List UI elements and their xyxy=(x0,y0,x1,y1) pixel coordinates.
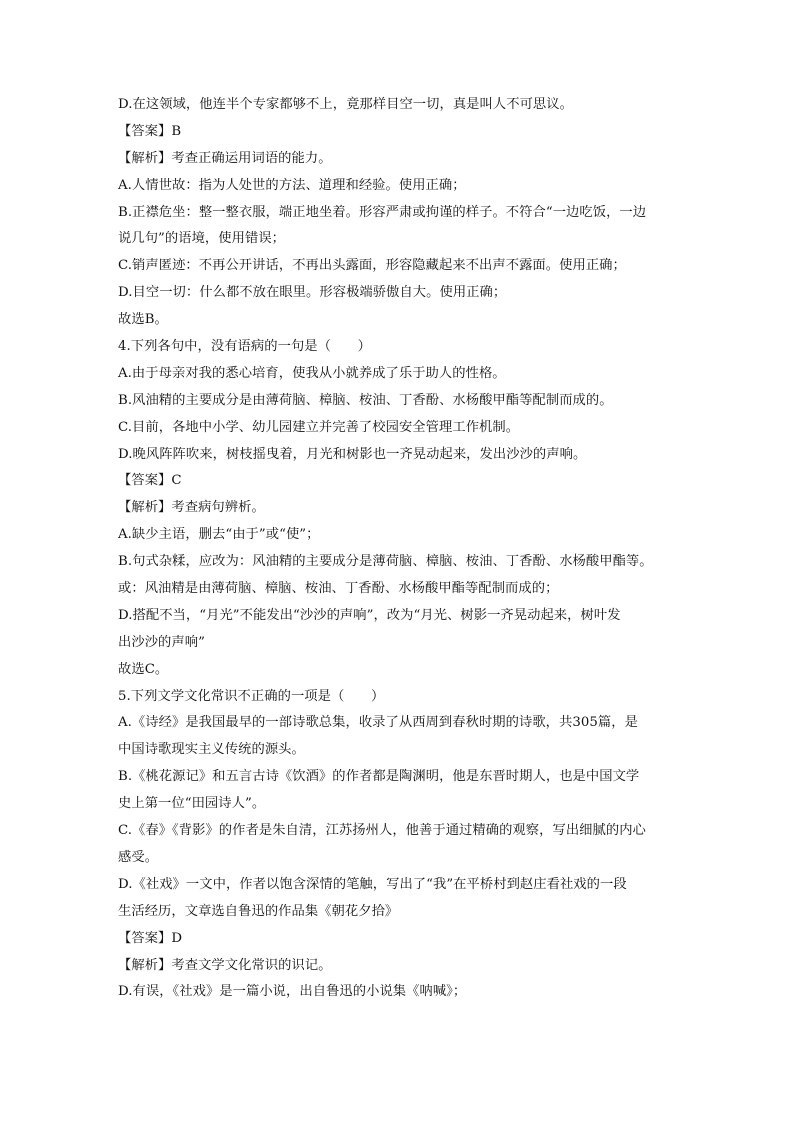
option-line: B.《桃花源记》和五言古诗《饮酒》的作者都是陶渊明，他是东晋时期人，也是中国文学 xyxy=(118,769,640,785)
option-line: C.《春》《背影》的作者是朱自清，江苏扬州人，他善于通过精确的观察，写出细腻的内心 xyxy=(118,823,646,839)
document-page xyxy=(118,92,693,1006)
text-line: 或：风油精是由薄荷脑、樟脑、桉油、丁香酚、水杨酸甲酯等配制而成的； xyxy=(118,581,559,597)
analysis-line: 【解析】考查正确运用词语的能力。 xyxy=(118,150,332,166)
option-line: B.风油精的主要成分是由薄荷脑、樟脑、桉油、丁香酚、水杨酸甲酯等配制而成的。 xyxy=(118,392,613,408)
text-line: D.有误，《社戏》是一篇小说，出自鲁迅的小说集《呐喊》； xyxy=(118,984,467,1000)
option-line: D.晚风阵阵吹来，树枝摇曳着，月光和树影也一齐晃动起来，发出沙沙的声响。 xyxy=(118,446,587,462)
text-line: D.目空一切：什么都不放在眼里。形容极端骄傲自大。使用正确； xyxy=(118,285,507,301)
option-line: 史上第一位“田园诗人”。 xyxy=(118,796,266,812)
text-line: 故选C。 xyxy=(118,661,169,677)
option-line: A.由于母亲对我的悉心培育，使我从小就养成了乐于助人的性格。 xyxy=(118,365,506,381)
option-line: C.目前，各地中小学、幼儿园建立并完善了校园安全管理工作机制。 xyxy=(118,419,520,435)
text-line: A.人情世故：指为人处世的方法、道理和经验。使用正确； xyxy=(118,177,466,193)
option-line: 生活经历，文章选自鲁迅的作品集《朝花夕拾》 xyxy=(118,903,399,919)
question-line: 5.下列文学文化常识不正确的一项是（ ） xyxy=(118,688,385,704)
text-line: A.缺少主语，删去“由于”或“使”； xyxy=(118,527,320,543)
answer-line: 【答案】B xyxy=(118,123,182,139)
analysis-line: 【解析】考查病句辨析。 xyxy=(118,500,265,516)
analysis-line: 【解析】考查文学文化常识的识记。 xyxy=(118,957,332,973)
text-line: B.正襟危坐：整一整衣服，端正地坐着。形容严肃或拘谨的样子。不符合“一边吃饭，一边 xyxy=(118,204,647,220)
text-line: 故选B。 xyxy=(118,312,168,328)
text-line: C.销声匿迹：不再公开讲话，不再出头露面，形容隐藏起来不出声不露面。使用正确； xyxy=(118,258,626,274)
text-line: 说几句”的语境，使用错误； xyxy=(118,231,286,247)
text-line: D.搭配不当，“月光”不能发出“沙沙的声响”，改为“月光、树影一齐晃动起来，树叶发 xyxy=(118,607,621,623)
answer-line: 【答案】C xyxy=(118,473,182,489)
option-line: 中国诗歌现实主义传统的源头。 xyxy=(118,742,305,758)
option-line: D.《社戏》一文中，作者以饱含深情的笔触，写出了“我”在平桥村到赵庄看社戏的一段 xyxy=(118,876,627,892)
option-line: 感受。 xyxy=(118,849,159,865)
text-line: 出沙沙的声响” xyxy=(118,634,205,650)
text-line: B.句式杂糅，应改为：风油精的主要成分是薄荷脑、樟脑、桉油、丁香酚、水杨酸甲酯等。 xyxy=(118,554,653,570)
option-line: A.《诗经》是我国最早的一部诗歌总集，收录了从西周到春秋时期的诗歌，共305篇，是 xyxy=(118,715,638,731)
answer-line: 【答案】D xyxy=(118,930,183,946)
text-line: D.在这领域，他连半个专家都够不上，竟那样目空一切，真是叫人不可思议。 xyxy=(118,97,573,112)
question-line: 4.下列各句中，没有语病的一句是（ ） xyxy=(118,339,372,355)
